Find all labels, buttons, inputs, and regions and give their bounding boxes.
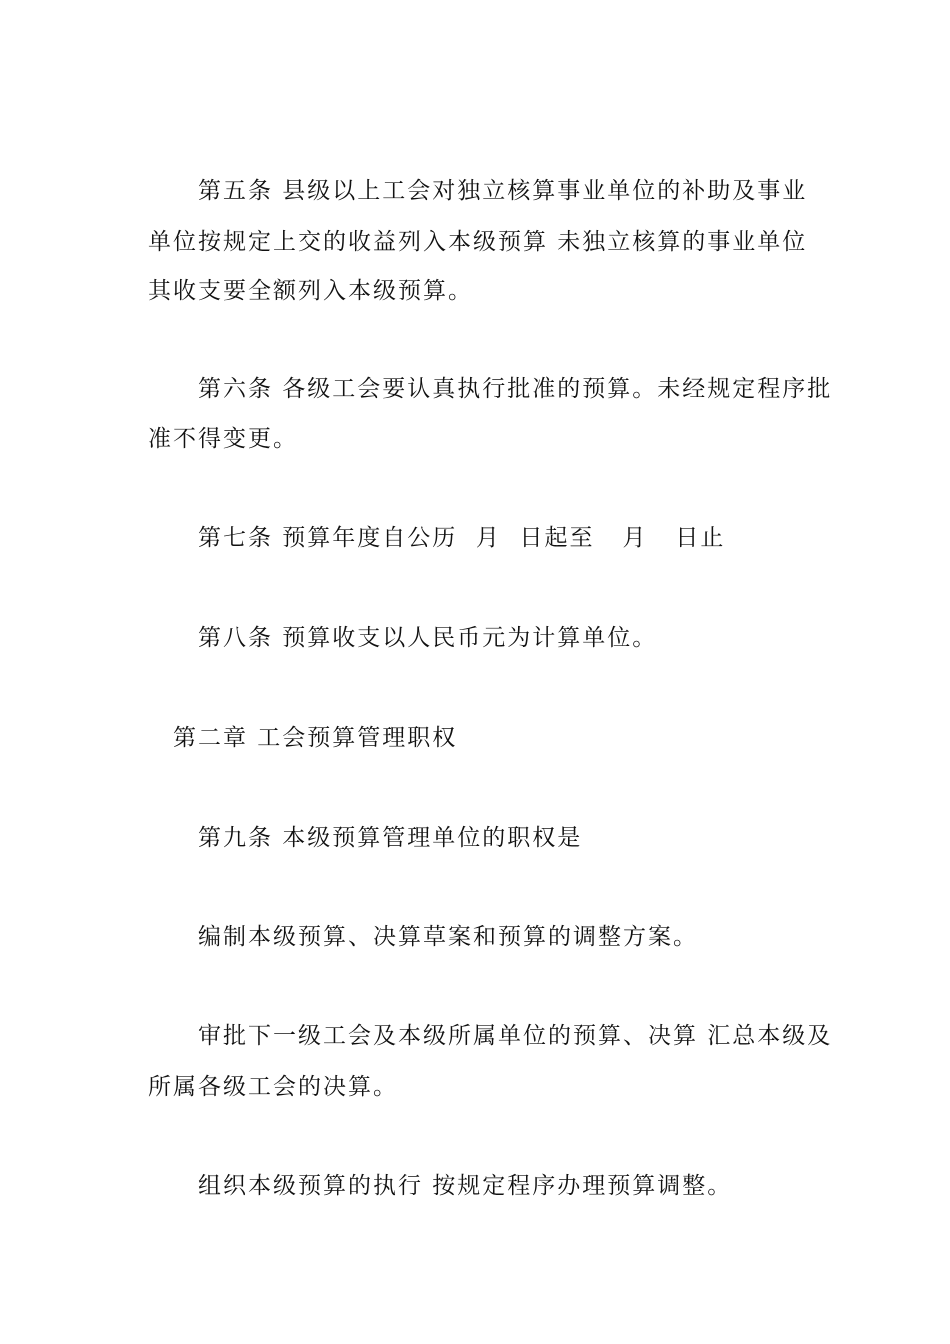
article5-line1: 第五条 县级以上工会对独立核算事业单位的补助及事业 bbox=[198, 178, 808, 204]
article6-line2: 准不得变更。 bbox=[148, 426, 298, 452]
chapter2-title: 第二章 工会预算管理职权 bbox=[173, 725, 458, 751]
article8-line1: 第八条 预算收支以人民币元为计算单位。 bbox=[198, 625, 658, 651]
item1-line1: 编制本级预算、决算草案和预算的调整方案。 bbox=[198, 924, 698, 950]
item2-line1: 审批下一级工会及本级所属单位的预算、决算 汇总本级及 bbox=[198, 1023, 833, 1049]
article6-line1: 第六条 各级工会要认真执行批准的预算。未经规定程序批 bbox=[198, 376, 833, 402]
article5-line2: 单位按规定上交的收益列入本级预算 未独立核算的事业单位 bbox=[148, 229, 808, 255]
article5-line3: 其收支要全额列入本级预算。 bbox=[148, 278, 473, 304]
article7-line1: 第七条 预算年度自公历 月 日起至 月 日止 bbox=[198, 525, 726, 551]
item2-line2: 所属各级工会的决算。 bbox=[148, 1074, 398, 1100]
article9-line1: 第九条 本级预算管理单位的职权是 bbox=[198, 825, 583, 851]
item3-line1: 组织本级预算的执行 按规定程序办理预算调整。 bbox=[198, 1173, 733, 1199]
